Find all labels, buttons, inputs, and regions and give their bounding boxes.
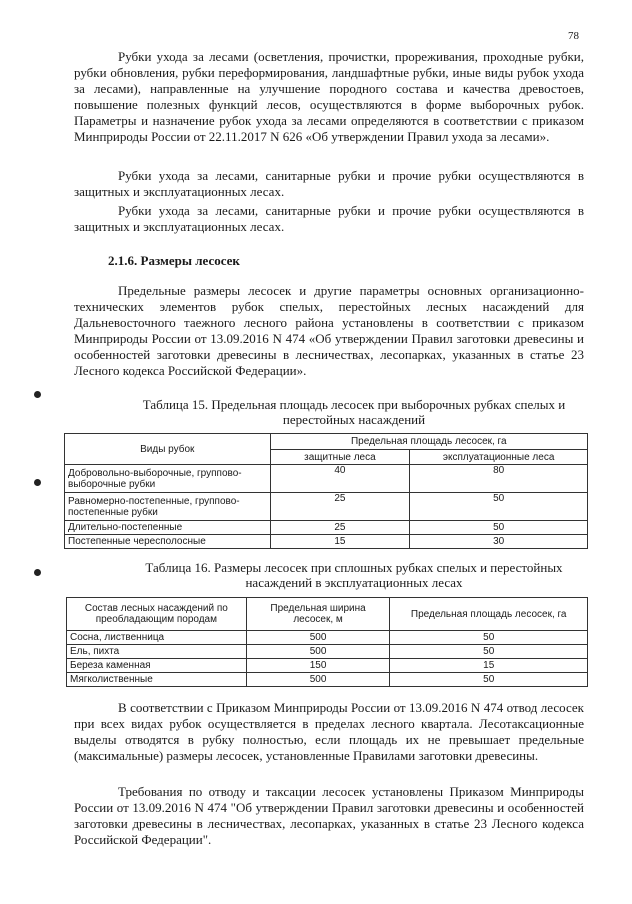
table15-cell-kind: Постепенные чересполосные [65,535,271,549]
table15-cell-protective: 15 [270,535,410,549]
table15-cell-kind: Равномерно-постепенные, группово-постепенные рубки [65,493,271,521]
table15-header-protective: защитные леса [270,450,410,465]
paragraph-allocation-requirements: Требования по отводу и таксации лесосек установлены Приказом Минприроды России от 13.09.2016 N 474 "Об утверждении Правил заготовки древесины и особенностей заготовки древесины в лесничествах, лесопарках, указанных в статье 23 Лесного кодекса Российской Федерации". [74,784,584,847]
punch-hole-mark [34,569,41,576]
table16-cell-composition: Ель, пихта [67,645,247,659]
table16-cell-area: 50 [390,673,588,687]
paragraph-protective-forests-2: Рубки ухода за лесами, санитарные рубки и прочие рубки осуществляются в защитных и эксплуатационных лесах. [74,203,584,234]
table15-cell-protective: 25 [270,521,410,535]
table16-caption [74,560,632,590]
table15-cell-kind: Добровольно-выборочные, группово-выборочные рубки [65,465,271,493]
table-row [67,631,588,645]
table15-header-kind: Виды рубок [65,434,271,465]
table-row [65,521,588,535]
table15-caption-line2: перестойных насаждений [282,412,426,427]
paragraph-protective-forests-1: Рубки ухода за лесами, санитарные рубки и прочие рубки осуществляются в защитных и эксплуатационных лесах. [74,168,584,199]
table15-cell-exploitation: 80 [410,465,588,493]
table15-cell-protective: 25 [270,493,410,521]
table16-header-composition: Состав лесных насаждений по преобладающим породам [67,598,247,631]
table16-clear-cuttings [66,597,588,687]
table16-cell-width: 500 [246,673,390,687]
table16-cell-composition: Сосна, лиственница [67,631,247,645]
table16-cell-composition: Мягколиственные [67,673,247,687]
table16-caption-line1: Таблица 16. Размеры лесосек при сплошных рубках спелых и перестойных [145,560,563,575]
table16-cell-area: 15 [390,659,588,673]
table15-header-group: Предельная площадь лесосек, га [270,434,587,450]
section-heading: 2.1.6. Размеры лесосек [108,253,240,268]
paragraph-thinning-cuttings: Рубки ухода за лесами (осветления, прочистки, прореживания, проходные рубки, рубки обновления, рубки переформирования, ландшафтные рубки, иные виды рубок ухода за лесами), направленные на улучшение породного состава и качества древостоев, повышение полезных функций лесов, осуществляются в форме выборочных рубок. Параметры и назначение рубок ухода за лесами определяются в соответствии с приказом Минприроды России от 22.11.2017 N 626 «Об утверждении Правил ухода за лесами». [74,49,584,144]
table16-cell-width: 500 [246,645,390,659]
table15-cell-exploitation: 30 [410,535,588,549]
table15-cell-exploitation: 50 [410,521,588,535]
table15-caption-line1: Таблица 15. Предельная площадь лесосек при выборочных рубках спелых и [142,397,566,412]
table16-cell-area: 50 [390,645,588,659]
table16-cell-area: 50 [390,631,588,645]
table16-cell-width: 500 [246,631,390,645]
table-row [67,659,588,673]
table-row [65,465,588,493]
table16-cell-width: 150 [246,659,390,673]
table16-header-area: Предельная площадь лесосек, га [390,598,588,631]
punch-hole-mark [34,479,41,486]
table15-header-exploitation: эксплуатационные леса [410,450,588,465]
table15-cell-protective: 40 [270,465,410,493]
table15-cell-kind: Длительно-постепенные [65,521,271,535]
page-number: 78 [568,30,579,42]
table16-cell-composition: Береза каменная [67,659,247,673]
table16-caption-line2: насаждений в эксплуатационных лесах [245,575,463,590]
table15-selective-cuttings [64,433,588,549]
punch-hole-mark [34,391,41,398]
table15-caption [74,397,632,427]
table15-cell-exploitation: 50 [410,493,588,521]
table-row [65,535,588,549]
table-row [65,493,588,521]
table-row [67,645,588,659]
paragraph-cutting-allocation: В соответствии с Приказом Минприроды России от 13.09.2016 N 474 отвод лесосек при всех видах рубок осуществляется в пределах лесного квартала. Лесотаксационные выделы отводятся в рубку полностью, если площадь их не превышает предельные (максимальные) размеры лесосек, установленные Правилами заготовки древесины. [74,700,584,763]
paragraph-cutting-area-limits: Предельные размеры лесосек и другие параметры основных организационно-технических элементов рубок спелых, перестойных лесных насаждений для Дальневосточного таежного лесного района установлены в соответствии с приказом Минприроды России от 13.09.2016 N 474 «Об утверждении Правил заготовки древесины и особенностей заготовки древесины в лесничествах, лесопарках, указанных в статье 23 Лесного кодекса Российской Федерации». [74,283,584,378]
table16-header-width: Предельная ширина лесосек, м [246,598,390,631]
table-row [67,673,588,687]
